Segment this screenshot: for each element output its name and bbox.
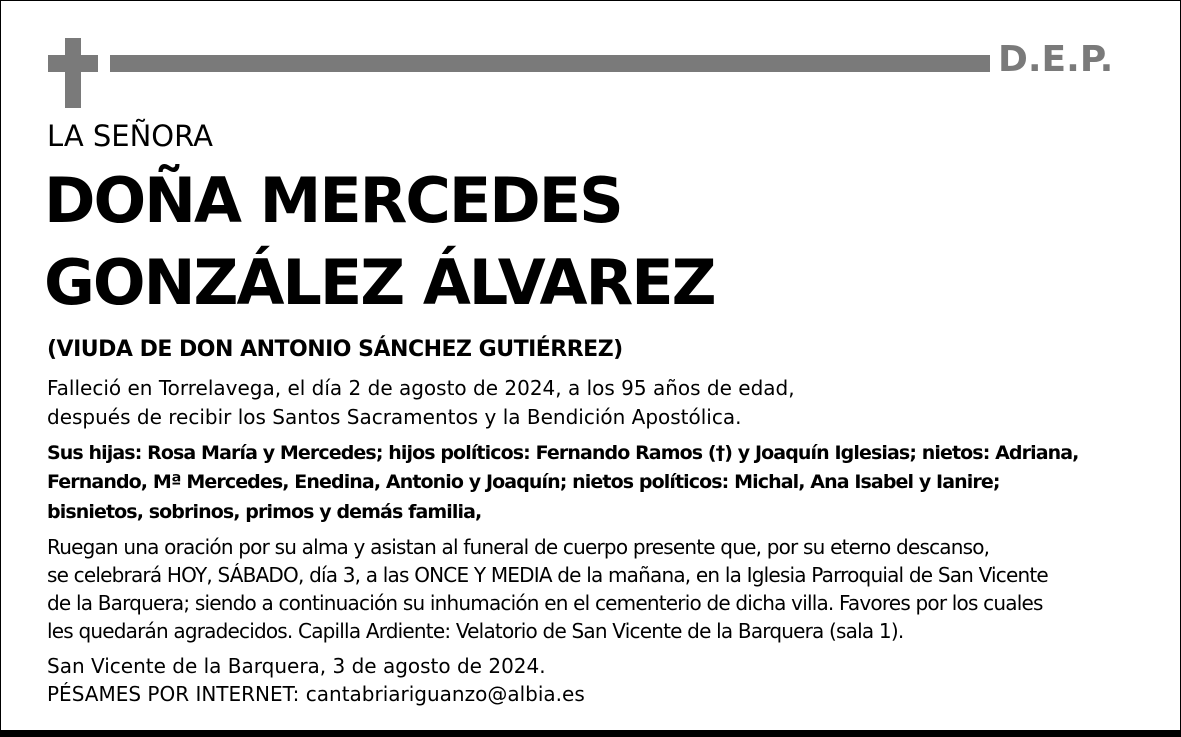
cross-vertical-beam xyxy=(65,38,81,108)
funeral-line-3: de la Barquera; siendo a continuación su inhumación en el cementerio de dicha villa. Favores por los cuales xyxy=(47,591,1043,615)
death-line-1: Falleció en Torrelavega, el día 2 de agosto de 2024, a los 95 años de edad, xyxy=(47,376,795,400)
death-line-2: después de recibir los Santos Sacramentos y la Bendición Apostólica. xyxy=(47,405,742,429)
family-line-3: bisnietos, sobrinos, primos y demás familia, xyxy=(47,501,482,523)
header-divider-bar xyxy=(110,55,990,72)
notice-title: LA SEÑORA xyxy=(47,119,213,153)
funeral-line-1: Ruegan una oración por su alma y asistan al funeral de cuerpo presente que, por su eterno descanso, xyxy=(47,535,990,559)
funeral-line-2: se celebrará HOY, SÁBADO, día 3, a las ONCE Y MEDIA de la mañana, en la Iglesia Parroquial de San Vicente xyxy=(47,563,1048,587)
family-line-1: Sus hijas: Rosa María y Mercedes; hijos políticos: Fernando Ramos (†) y Joaquín Iglesias; nietos: Adriana, xyxy=(47,442,1079,464)
funeral-line-4: les quedarán agradecidos. Capilla Ardiente: Velatorio de San Vicente de la Barquera (sala 1). xyxy=(47,619,904,643)
widow-of-line: (VIUDA DE DON ANTONIO SÁNCHEZ GUTIÉRREZ) xyxy=(47,337,623,362)
place-date-line: San Vicente de la Barquera, 3 de agosto de 2024. xyxy=(47,654,546,678)
cross-horizontal-beam xyxy=(48,55,98,72)
dep-label: D.E.P. xyxy=(998,39,1114,80)
family-line-2: Fernando, Mª Mercedes, Enedina, Antonio y Joaquín; nietos políticos: Michal, Ana Isabel y Ianire; xyxy=(47,471,1000,493)
condolences-line: PÉSAMES POR INTERNET: cantabriariguanzo@albia.es xyxy=(47,682,585,706)
bottom-rule xyxy=(0,730,1181,737)
deceased-name-line-2: GONZÁLEZ ÁLVAREZ xyxy=(44,246,715,319)
deceased-name-line-1: DOÑA MERCEDES xyxy=(44,164,622,237)
